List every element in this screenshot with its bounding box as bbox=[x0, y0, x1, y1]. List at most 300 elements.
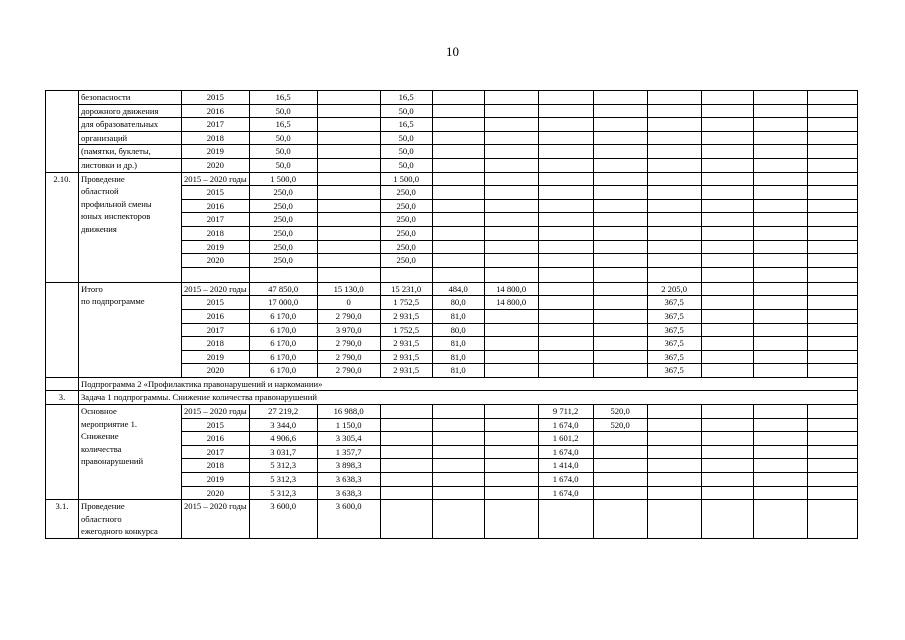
value-cell bbox=[753, 364, 807, 378]
value-cell bbox=[593, 267, 647, 282]
measure-name-cell bbox=[79, 405, 182, 500]
value-cell bbox=[807, 186, 857, 200]
value-cell bbox=[484, 500, 538, 539]
value-cell bbox=[647, 267, 701, 282]
value-cell bbox=[753, 254, 807, 268]
year-cell: 2018 bbox=[182, 226, 250, 240]
value-cell bbox=[593, 432, 647, 446]
table-row bbox=[46, 131, 858, 145]
value-cell: 367,5 bbox=[647, 296, 701, 310]
value-cell bbox=[593, 118, 647, 132]
value-cell bbox=[593, 226, 647, 240]
value-cell bbox=[432, 240, 484, 254]
value-cell: 250,0 bbox=[380, 254, 432, 268]
value-cell bbox=[432, 500, 484, 539]
year-cell: 2016 bbox=[182, 432, 250, 446]
value-cell: 367,5 bbox=[647, 309, 701, 323]
value-cell bbox=[753, 199, 807, 213]
value-cell bbox=[484, 186, 538, 200]
value-cell bbox=[807, 405, 857, 419]
value-cell bbox=[753, 118, 807, 132]
value-cell bbox=[538, 240, 593, 254]
value-cell bbox=[380, 486, 432, 500]
year-cell: 2020 bbox=[182, 486, 250, 500]
value-cell bbox=[647, 500, 701, 539]
value-cell: 2 931,5 bbox=[380, 350, 432, 364]
value-cell bbox=[593, 473, 647, 487]
value-cell bbox=[647, 172, 701, 186]
value-cell: 50,0 bbox=[380, 104, 432, 118]
row-number-cell bbox=[46, 377, 79, 391]
value-cell bbox=[753, 445, 807, 459]
value-cell: 2 790,0 bbox=[317, 350, 380, 364]
value-cell bbox=[701, 364, 753, 378]
year-cell: 2015 – 2020 годы bbox=[182, 282, 250, 296]
value-cell bbox=[753, 337, 807, 351]
table-row bbox=[46, 91, 858, 105]
value-cell bbox=[317, 118, 380, 132]
value-cell bbox=[647, 131, 701, 145]
value-cell bbox=[807, 226, 857, 240]
measure-name-cell: безопасности bbox=[79, 91, 182, 105]
value-cell: 1 752,5 bbox=[380, 296, 432, 310]
value-cell bbox=[432, 418, 484, 432]
value-cell bbox=[593, 240, 647, 254]
value-cell bbox=[807, 158, 857, 172]
value-cell: 2 790,0 bbox=[317, 364, 380, 378]
value-cell bbox=[432, 172, 484, 186]
value-cell: 1 674,0 bbox=[538, 418, 593, 432]
measure-name-line: правонарушений bbox=[81, 456, 144, 467]
value-cell bbox=[538, 186, 593, 200]
year-cell: 2015 – 2020 годы bbox=[182, 500, 250, 539]
value-cell: 50,0 bbox=[380, 131, 432, 145]
value-cell: 16,5 bbox=[380, 91, 432, 105]
value-cell: 250,0 bbox=[380, 240, 432, 254]
value-cell: 81,0 bbox=[432, 309, 484, 323]
value-cell bbox=[484, 309, 538, 323]
table-row bbox=[46, 158, 858, 172]
measure-name-line: по подпрограмме bbox=[81, 296, 145, 307]
value-cell bbox=[807, 118, 857, 132]
value-cell: 3 344,0 bbox=[249, 418, 317, 432]
value-cell: 367,5 bbox=[647, 323, 701, 337]
value-cell: 0 bbox=[317, 296, 380, 310]
value-cell bbox=[753, 91, 807, 105]
subprogram-title: Подпрограмма 2 «Профилактика правонарушений и наркомании» bbox=[79, 377, 858, 391]
value-cell: 250,0 bbox=[249, 213, 317, 227]
value-cell: 81,0 bbox=[432, 350, 484, 364]
value-cell: 520,0 bbox=[593, 418, 647, 432]
value-cell bbox=[807, 131, 857, 145]
value-cell bbox=[593, 323, 647, 337]
value-cell bbox=[647, 186, 701, 200]
value-cell bbox=[701, 199, 753, 213]
value-cell bbox=[753, 104, 807, 118]
value-cell bbox=[538, 309, 593, 323]
measure-name-line: Проведение bbox=[81, 173, 125, 184]
value-cell bbox=[538, 172, 593, 186]
budget-table bbox=[45, 90, 858, 539]
value-cell bbox=[753, 459, 807, 473]
year-cell: 2018 bbox=[182, 131, 250, 145]
value-cell bbox=[593, 213, 647, 227]
value-cell bbox=[701, 350, 753, 364]
value-cell bbox=[484, 158, 538, 172]
value-cell bbox=[432, 158, 484, 172]
value-cell: 3 600,0 bbox=[317, 500, 380, 539]
value-cell bbox=[647, 226, 701, 240]
value-cell bbox=[432, 254, 484, 268]
value-cell: 16,5 bbox=[249, 118, 317, 132]
value-cell: 6 170,0 bbox=[249, 323, 317, 337]
value-cell bbox=[484, 118, 538, 132]
value-cell: 6 170,0 bbox=[249, 364, 317, 378]
value-cell bbox=[647, 432, 701, 446]
value-cell bbox=[317, 172, 380, 186]
measure-name-line: Итого bbox=[81, 283, 103, 294]
value-cell bbox=[317, 91, 380, 105]
value-cell: 9 711,2 bbox=[538, 405, 593, 419]
value-cell bbox=[807, 282, 857, 296]
value-cell: 50,0 bbox=[380, 145, 432, 159]
value-cell: 2 931,5 bbox=[380, 337, 432, 351]
value-cell bbox=[380, 445, 432, 459]
value-cell bbox=[753, 500, 807, 539]
value-cell bbox=[807, 486, 857, 500]
subprogram-row bbox=[46, 377, 858, 391]
value-cell: 250,0 bbox=[249, 254, 317, 268]
table-row bbox=[46, 500, 858, 539]
value-cell: 484,0 bbox=[432, 282, 484, 296]
value-cell bbox=[701, 213, 753, 227]
value-cell bbox=[807, 199, 857, 213]
value-cell bbox=[593, 104, 647, 118]
value-cell bbox=[701, 267, 753, 282]
year-cell: 2019 bbox=[182, 473, 250, 487]
measure-name-line: областного bbox=[81, 513, 122, 524]
value-cell bbox=[380, 459, 432, 473]
value-cell bbox=[647, 459, 701, 473]
value-cell bbox=[753, 432, 807, 446]
value-cell bbox=[538, 500, 593, 539]
value-cell bbox=[701, 131, 753, 145]
value-cell bbox=[807, 296, 857, 310]
value-cell: 2 790,0 bbox=[317, 337, 380, 351]
value-cell: 250,0 bbox=[249, 226, 317, 240]
value-cell: 3 600,0 bbox=[249, 500, 317, 539]
year-cell: 2016 bbox=[182, 104, 250, 118]
year-cell: 2015 bbox=[182, 186, 250, 200]
value-cell bbox=[432, 186, 484, 200]
value-cell bbox=[753, 145, 807, 159]
table-row bbox=[46, 172, 858, 186]
year-cell: 2020 bbox=[182, 364, 250, 378]
value-cell: 6 170,0 bbox=[249, 337, 317, 351]
year-cell: 2015 – 2020 годы bbox=[182, 405, 250, 419]
value-cell bbox=[701, 91, 753, 105]
value-cell bbox=[593, 186, 647, 200]
value-cell bbox=[317, 131, 380, 145]
year-cell: 2020 bbox=[182, 254, 250, 268]
value-cell bbox=[647, 213, 701, 227]
value-cell bbox=[701, 296, 753, 310]
table-row bbox=[46, 405, 858, 419]
value-cell bbox=[538, 323, 593, 337]
row-number-cell: 3. bbox=[46, 391, 79, 405]
table-row bbox=[46, 118, 858, 132]
value-cell: 3 305,4 bbox=[317, 432, 380, 446]
value-cell bbox=[484, 337, 538, 351]
value-cell: 1 601,2 bbox=[538, 432, 593, 446]
value-cell bbox=[701, 186, 753, 200]
value-cell bbox=[807, 445, 857, 459]
value-cell: 1 500,0 bbox=[380, 172, 432, 186]
value-cell bbox=[317, 213, 380, 227]
value-cell bbox=[807, 213, 857, 227]
value-cell bbox=[753, 158, 807, 172]
value-cell bbox=[432, 432, 484, 446]
value-cell bbox=[432, 459, 484, 473]
value-cell: 250,0 bbox=[249, 186, 317, 200]
value-cell bbox=[753, 282, 807, 296]
year-cell: 2015 bbox=[182, 296, 250, 310]
value-cell bbox=[701, 282, 753, 296]
value-cell bbox=[807, 350, 857, 364]
value-cell: 50,0 bbox=[380, 158, 432, 172]
value-cell bbox=[647, 254, 701, 268]
value-cell bbox=[484, 104, 538, 118]
value-cell bbox=[317, 158, 380, 172]
page-number: 10 bbox=[446, 44, 459, 59]
value-cell: 2 790,0 bbox=[317, 309, 380, 323]
value-cell bbox=[593, 364, 647, 378]
value-cell bbox=[484, 486, 538, 500]
value-cell: 367,5 bbox=[647, 350, 701, 364]
value-cell bbox=[484, 226, 538, 240]
row-number-cell: 3.1. bbox=[46, 500, 79, 539]
value-cell bbox=[538, 213, 593, 227]
year-cell: 2016 bbox=[182, 309, 250, 323]
value-cell bbox=[701, 337, 753, 351]
value-cell bbox=[701, 486, 753, 500]
value-cell: 80,0 bbox=[432, 296, 484, 310]
value-cell bbox=[484, 213, 538, 227]
value-cell bbox=[701, 445, 753, 459]
value-cell bbox=[484, 240, 538, 254]
measure-name-cell: дорожного движения bbox=[79, 104, 182, 118]
value-cell: 5 312,3 bbox=[249, 486, 317, 500]
measure-name-cell bbox=[79, 172, 182, 282]
value-cell bbox=[317, 254, 380, 268]
value-cell bbox=[432, 145, 484, 159]
value-cell bbox=[432, 267, 484, 282]
value-cell: 6 170,0 bbox=[249, 309, 317, 323]
value-cell bbox=[647, 91, 701, 105]
value-cell: 250,0 bbox=[249, 240, 317, 254]
value-cell: 3 638,3 bbox=[317, 486, 380, 500]
value-cell bbox=[753, 226, 807, 240]
measure-name-line: областной bbox=[81, 186, 119, 197]
value-cell bbox=[484, 199, 538, 213]
value-cell bbox=[701, 145, 753, 159]
value-cell bbox=[753, 323, 807, 337]
value-cell bbox=[432, 473, 484, 487]
value-cell bbox=[380, 500, 432, 539]
value-cell bbox=[753, 213, 807, 227]
year-cell: 2017 bbox=[182, 323, 250, 337]
value-cell bbox=[701, 254, 753, 268]
measure-name-line: Снижение bbox=[81, 431, 119, 442]
value-cell: 250,0 bbox=[380, 199, 432, 213]
measure-name-line: движения bbox=[81, 223, 117, 234]
value-cell bbox=[647, 240, 701, 254]
value-cell bbox=[701, 432, 753, 446]
value-cell bbox=[807, 309, 857, 323]
value-cell bbox=[380, 418, 432, 432]
value-cell bbox=[647, 445, 701, 459]
year-cell: 2020 bbox=[182, 158, 250, 172]
measure-name-line: количества bbox=[81, 443, 122, 454]
value-cell bbox=[380, 267, 432, 282]
value-cell bbox=[647, 158, 701, 172]
value-cell bbox=[432, 199, 484, 213]
measure-name-line: ежегодного конкурса bbox=[81, 526, 158, 537]
table-row bbox=[46, 104, 858, 118]
value-cell bbox=[432, 131, 484, 145]
value-cell bbox=[593, 337, 647, 351]
value-cell bbox=[647, 473, 701, 487]
value-cell bbox=[317, 199, 380, 213]
value-cell bbox=[701, 405, 753, 419]
year-cell: 2015 bbox=[182, 91, 250, 105]
value-cell bbox=[593, 254, 647, 268]
value-cell bbox=[647, 118, 701, 132]
value-cell bbox=[317, 226, 380, 240]
value-cell bbox=[593, 500, 647, 539]
year-cell: 2017 bbox=[182, 445, 250, 459]
value-cell: 1 674,0 bbox=[538, 473, 593, 487]
value-cell bbox=[593, 131, 647, 145]
value-cell: 250,0 bbox=[249, 199, 317, 213]
value-cell bbox=[484, 459, 538, 473]
value-cell bbox=[380, 405, 432, 419]
value-cell: 2 931,5 bbox=[380, 309, 432, 323]
value-cell bbox=[538, 226, 593, 240]
value-cell: 3 898,3 bbox=[317, 459, 380, 473]
value-cell: 50,0 bbox=[249, 158, 317, 172]
value-cell bbox=[380, 473, 432, 487]
value-cell: 1 357,7 bbox=[317, 445, 380, 459]
value-cell bbox=[701, 104, 753, 118]
value-cell: 367,5 bbox=[647, 337, 701, 351]
value-cell bbox=[701, 158, 753, 172]
measure-name-line: Проведение bbox=[81, 501, 125, 512]
task-title: Задача 1 подпрограммы. Снижение количества правонарушений bbox=[79, 391, 858, 405]
value-cell bbox=[807, 145, 857, 159]
value-cell bbox=[538, 350, 593, 364]
value-cell bbox=[807, 500, 857, 539]
value-cell: 1 674,0 bbox=[538, 486, 593, 500]
value-cell bbox=[593, 91, 647, 105]
value-cell bbox=[432, 213, 484, 227]
value-cell bbox=[647, 418, 701, 432]
value-cell bbox=[701, 418, 753, 432]
value-cell bbox=[484, 131, 538, 145]
value-cell: 2 205,0 bbox=[647, 282, 701, 296]
value-cell: 80,0 bbox=[432, 323, 484, 337]
measure-name-cell: для образовательных bbox=[79, 118, 182, 132]
value-cell: 3 638,3 bbox=[317, 473, 380, 487]
value-cell bbox=[538, 158, 593, 172]
value-cell bbox=[701, 118, 753, 132]
value-cell: 5 312,3 bbox=[249, 473, 317, 487]
value-cell bbox=[593, 445, 647, 459]
value-cell: 3 031,7 bbox=[249, 445, 317, 459]
value-cell bbox=[701, 226, 753, 240]
value-cell bbox=[538, 267, 593, 282]
value-cell bbox=[484, 323, 538, 337]
year-cell: 2019 bbox=[182, 240, 250, 254]
value-cell: 6 170,0 bbox=[249, 350, 317, 364]
year-cell bbox=[182, 267, 250, 282]
value-cell: 15 231,0 bbox=[380, 282, 432, 296]
value-cell bbox=[484, 445, 538, 459]
value-cell bbox=[753, 296, 807, 310]
value-cell bbox=[753, 172, 807, 186]
value-cell bbox=[432, 445, 484, 459]
value-cell bbox=[538, 337, 593, 351]
value-cell bbox=[593, 486, 647, 500]
year-cell: 2017 bbox=[182, 118, 250, 132]
value-cell bbox=[807, 91, 857, 105]
value-cell bbox=[538, 131, 593, 145]
value-cell bbox=[753, 418, 807, 432]
value-cell: 50,0 bbox=[249, 131, 317, 145]
value-cell bbox=[807, 337, 857, 351]
value-cell: 50,0 bbox=[249, 104, 317, 118]
value-cell bbox=[701, 473, 753, 487]
row-number-cell bbox=[46, 91, 79, 173]
value-cell bbox=[538, 296, 593, 310]
value-cell bbox=[753, 473, 807, 487]
value-cell bbox=[807, 240, 857, 254]
value-cell bbox=[701, 459, 753, 473]
value-cell bbox=[647, 199, 701, 213]
value-cell: 14 800,0 bbox=[484, 282, 538, 296]
value-cell: 367,5 bbox=[647, 364, 701, 378]
value-cell: 250,0 bbox=[380, 226, 432, 240]
value-cell: 15 130,0 bbox=[317, 282, 380, 296]
value-cell: 16 988,0 bbox=[317, 405, 380, 419]
value-cell bbox=[753, 486, 807, 500]
value-cell bbox=[484, 172, 538, 186]
value-cell bbox=[538, 91, 593, 105]
value-cell: 81,0 bbox=[432, 337, 484, 351]
value-cell bbox=[432, 118, 484, 132]
value-cell bbox=[701, 172, 753, 186]
value-cell bbox=[753, 240, 807, 254]
year-cell: 2015 – 2020 годы bbox=[182, 172, 250, 186]
value-cell bbox=[807, 172, 857, 186]
value-cell: 1 752,5 bbox=[380, 323, 432, 337]
value-cell: 81,0 bbox=[432, 364, 484, 378]
value-cell bbox=[807, 267, 857, 282]
measure-name-cell bbox=[79, 282, 182, 377]
value-cell bbox=[701, 309, 753, 323]
value-cell: 250,0 bbox=[380, 213, 432, 227]
value-cell bbox=[484, 267, 538, 282]
